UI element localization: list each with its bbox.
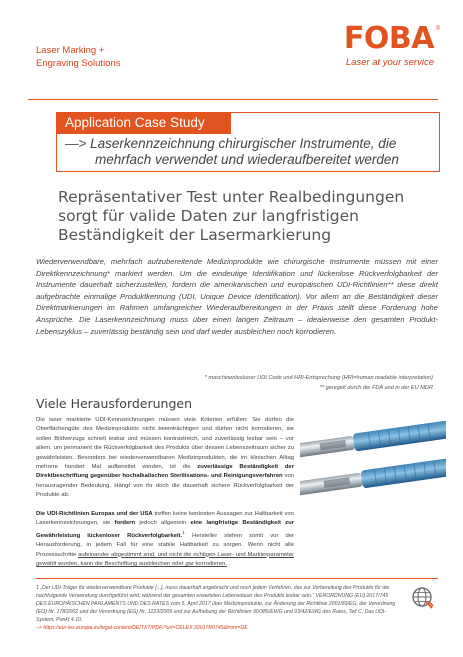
tagline-line-2: Engraving Solutions: [36, 58, 121, 69]
case-study-title-line-2: mehrfach verwendet und wiederaufbereitet werden: [95, 152, 399, 167]
case-study-title-line-1: Laserkennzeichnung chirurgischer Instrumente, die: [90, 136, 397, 151]
intro-paragraph: Wiederverwendbare, mehrfach aufzubereitende Medizinprodukte wie chirurgische Instrumente müssen mit einer Direktkennzeichnung* markiert werden. Um die eindeutige Identifikation und lückenlose Rückverfolgbarkeit der Instrumente dauerhaft sicherzustellen, fordern die amerikanischen und europäischen UDI-Richtlinien** diese direkt aufgebrachte einmalige Produktkennung (UDI, Unique Device Identification). Vor allem an die Beständigkeit dieser Direktmarkierungen im Rahmen umfangreicher Wiederaufbereitungen in der Praxis stellt diese Forderung hohe Ansprüche. Die Laserkennzeichnung muss über einen langen Zeitraum – idealerweise den gesamten Produkt-Lebenszyklus – zuverlässig beständig sein und darf weder ausbleichen noch korrodieren.: [36, 257, 438, 336]
surgical-instrument-photo: [300, 415, 446, 511]
body-2-text-b: jedoch allgemein: [139, 520, 187, 527]
body-2-bold-3: eine langfristige Beständigkeit zur Gewährleistung lückenloser Rückverfolgbarkeit.: [36, 520, 294, 539]
logo-slogan: Laser at your service: [345, 57, 434, 68]
body-2-bold-2: fordern: [114, 520, 136, 527]
foba-logo: [334, 21, 440, 68]
case-study-box: [56, 112, 440, 172]
tagline-line-1: Laser Marking +: [36, 45, 105, 56]
footer-text: 1 „Der UDI-Träger für wiederverwendbare Produkte [...], muss dauerhaft angebracht und noch jedem Verfahren, das zur Vorbereitung des Produkts für die nachfolgende Verwendung durchgeführt wird, während der gesamten erwarteten Lebensdauer des Produkts lesbar sein.“ VERORDNUNG (EU) 2017/745 DES EUROPÄISCHEN PARLAMENTS UND DES RATES vom 5. April 2017 über Medizinprodukte, zur Änderung der Richtlinie 2001/83/EG, der Verordnung (EG) Nr. 178/2002 und der Verordnung (EG) Nr. 1223/2009 und zur Aufhebung der Richtlinien 90/385/EWG und 93/42/EWG des Rates, Teil C, Das UDI-System, Punkt 4.10.: [36, 585, 396, 623]
logo-wordmark: FOBA: [343, 21, 434, 56]
body-2-superscript: 1: [182, 530, 185, 536]
globe-icon: [411, 586, 435, 610]
body-1-text-b: von herausragender Bedeutung. Hängt von ihr doch die dauerhaft sichere Rückverfolgbarkeit der Produkte ab.: [36, 473, 294, 499]
footer-note: [36, 584, 398, 632]
body-1-bold: zuverlässige Beständigkeit der Direktbeschriftung gegenüber hochalkalischen Sterilisations- und Reinigungsverfahren: [36, 464, 294, 480]
body-2-underlined: aufeinander abgestimmt sind, und nicht die richtigen Laser- und Markierparameter gewählt wurden, kann die Beschriftung ausbleichen oder gar korrodieren.: [36, 551, 295, 567]
headline: Repräsentativer Test unter Realbedingungen sorgt für valide Daten zur langfristigen Beständigkeit der Lasermarkierung: [58, 188, 405, 244]
footer-divider: [36, 578, 438, 579]
body-2-text-c: Hersteller stehen somit vor der Herausforderung, in jedem Fall für eine stabile Haltbarkeit zu sorgen. Wenn nicht alle Prozessschritte: [36, 532, 295, 558]
footnote-1: * maschinenlesbarer UDI Code und HRI-Entsprechung (HRI=human readable interpretation): [204, 375, 433, 381]
body-2-text-a: treffen keine konkreten Aussagen zur Haltbarkeit von Laserkennzeichnungen, sie: [36, 511, 294, 527]
footer-link[interactable]: –> https://eur-lex.europa.eu/legal-content/DE/TXT/PDF/?uri=CELEX:32017R0745&from=DE: [36, 625, 248, 631]
footnote-2: ** geregelt durch die FDA und in der EU MDR: [319, 385, 433, 391]
arrow-icon: —>: [65, 136, 87, 151]
body-paragraph-2: [36, 510, 294, 569]
header-divider: [28, 99, 438, 100]
body-2-bold-1: Die UDI-Richtlinien Europas und der USA: [36, 511, 153, 517]
case-study-title: [57, 134, 439, 171]
body-paragraph-1: [36, 416, 294, 501]
section-title: Viele Herausforderungen: [36, 396, 193, 411]
case-study-label: Application Case Study: [57, 113, 231, 134]
tagline: [36, 44, 121, 70]
body-1-text-a: Die laser markierte UDI-Kennzeichnungen müssen viele Kriterien erfüllen: Sie dürfen die Oberflächengüte des Medizinprodukts nicht beeinträchtigen und dürfen nicht korrodieren, sie sollen Bildverzugs schnell lesbar und müssen kontrastreich, und zuverlässig lesbar sein – vor allem, um permanent die Rückverfolgbarkeit des Produkts über dessen Lebenszeitraum sicher zu gewährleisten. Besonders bei wiederverwendbaren Medizinprodukten, die im klinischen Alltag mehrere hundert Mal aufbereitet werden, ist die: [36, 417, 294, 471]
logo-trademark: ®: [435, 26, 440, 32]
